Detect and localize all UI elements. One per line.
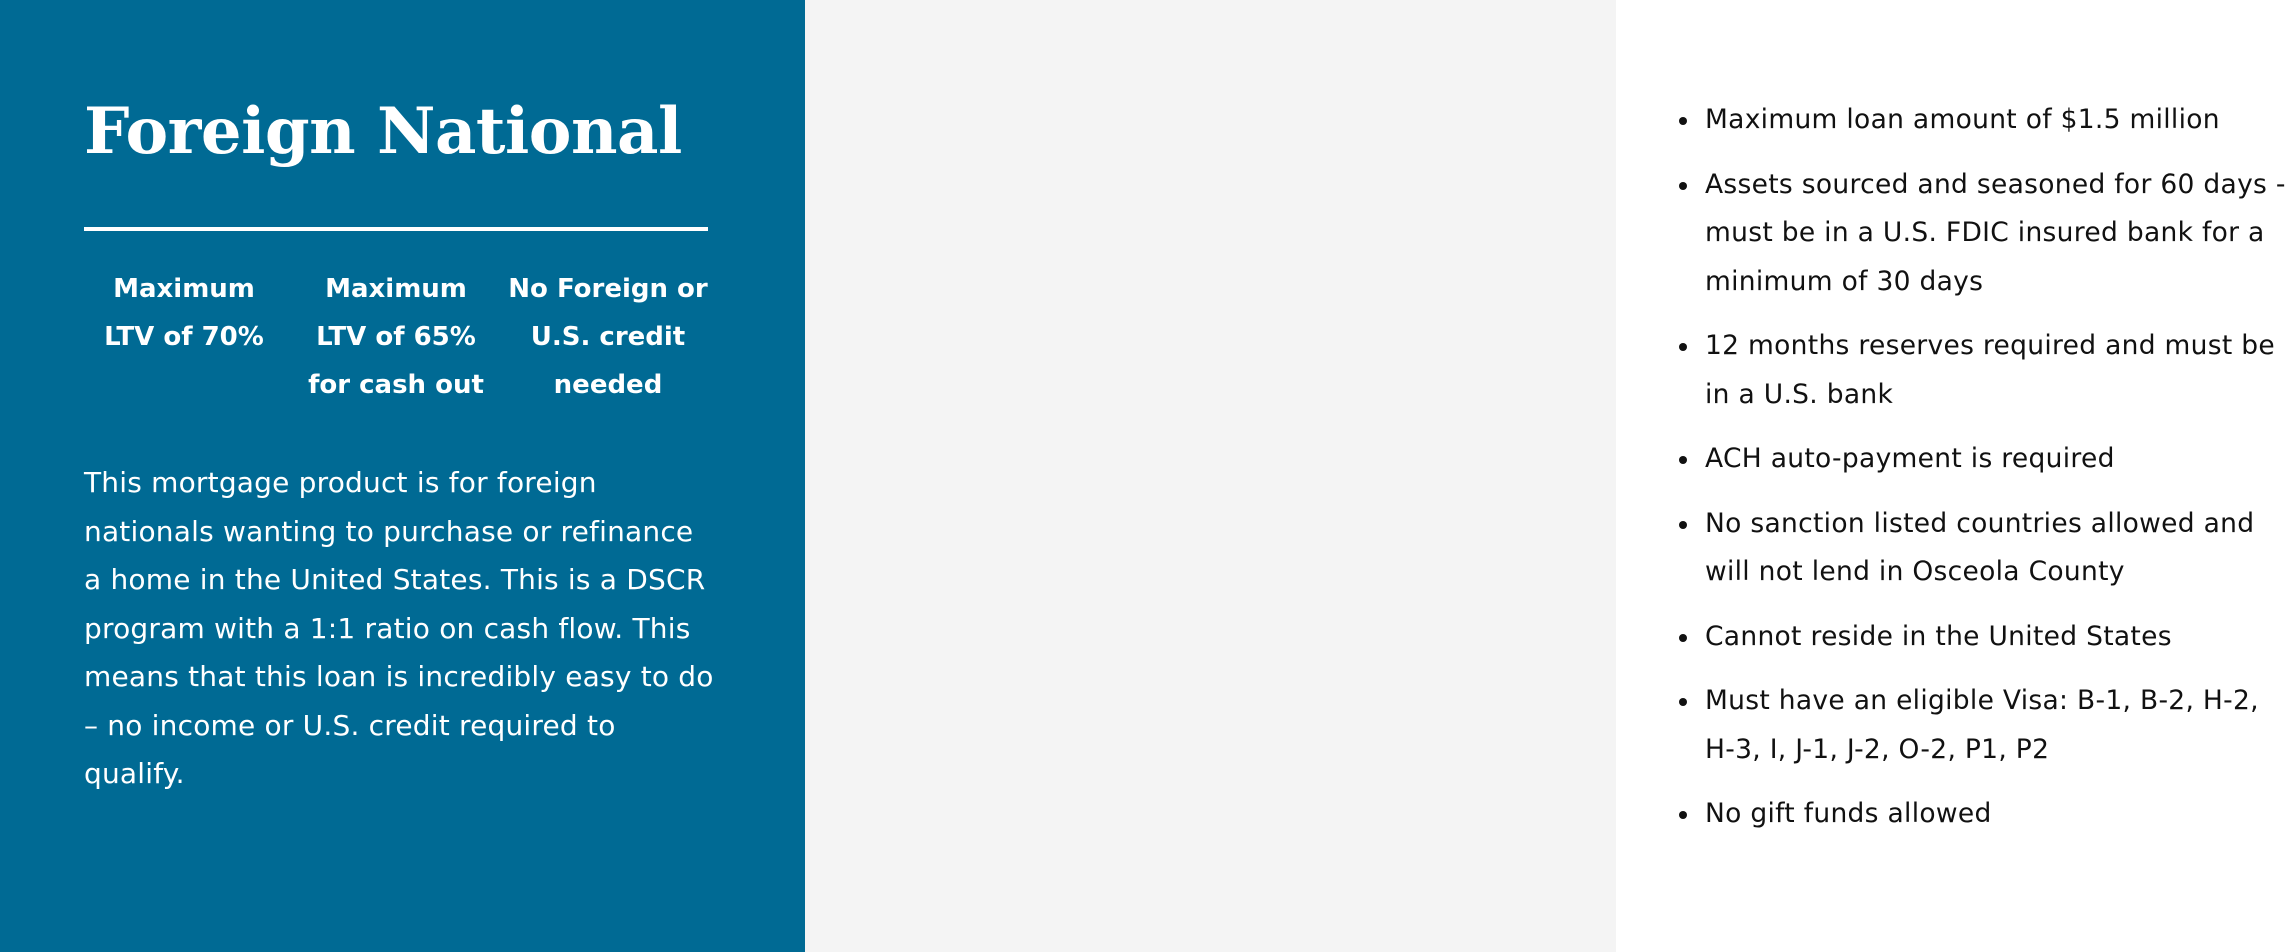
- requirement-text: ACH auto-payment is required: [1705, 443, 2115, 474]
- requirement-item: [1675, 161, 2295, 307]
- requirement-text: No sanction listed countries allowed and will not lend in Osceola County: [1705, 507, 2255, 587]
- requirement-text: Maximum loan amount of $1.5 million: [1705, 104, 2220, 135]
- bullet-icon: [1679, 456, 1687, 464]
- highlight-stats: [84, 265, 708, 409]
- page-title: Foreign National: [84, 94, 682, 169]
- requirement-item: [1675, 435, 2295, 484]
- title-divider: [84, 227, 708, 231]
- requirement-item: [1675, 322, 2295, 419]
- requirement-item: [1675, 613, 2295, 662]
- bullet-icon: [1679, 521, 1687, 529]
- overview-panel: [0, 0, 805, 952]
- highlight-line: U.S. credit: [530, 322, 686, 352]
- requirements-panel: [805, 0, 2286, 952]
- highlight-line: needed: [553, 370, 663, 400]
- highlight-line: Maximum: [325, 274, 467, 304]
- highlight-line: for cash out: [308, 370, 484, 400]
- bullet-icon: [1679, 811, 1687, 819]
- requirement-text: No gift funds allowed: [1705, 798, 1992, 829]
- requirement-item: [1675, 96, 2295, 145]
- highlight-max-ltv: [84, 265, 284, 409]
- bullet-icon: [1679, 117, 1687, 125]
- highlight-no-credit: [508, 265, 708, 409]
- highlight-line: Maximum: [113, 274, 255, 304]
- requirements-list: [1675, 96, 2295, 855]
- highlight-cash-out-ltv: [296, 265, 496, 409]
- bullet-icon: [1679, 182, 1687, 190]
- bullet-icon: [1679, 698, 1687, 706]
- requirement-text: Assets sourced and seasoned for 60 days - must be in a U.S. FDIC insured bank for a minimum of 30 days: [1705, 168, 2286, 297]
- highlight-line: LTV of 70%: [104, 322, 264, 352]
- highlight-line: LTV of 65%: [316, 322, 476, 352]
- program-description: This mortgage product is for foreign nationals wanting to purchase or refinance a home in the United States. This is a DSCR program with a 1:1 ratio on cash flow. This means that this loan is incredibly easy to do – no income or U.S. credit required to qualify.: [84, 466, 714, 790]
- requirement-item: [1675, 500, 2295, 597]
- bullet-icon: [1679, 343, 1687, 351]
- bullet-icon: [1679, 634, 1687, 642]
- requirement-text: Must have an eligible Visa: B-1, B-2, H-2, H-3, I, J-1, J-2, O-2, P1, P2: [1705, 685, 2259, 765]
- highlight-line: No Foreign or: [508, 274, 708, 304]
- requirement-item: [1675, 677, 2295, 774]
- requirement-text: Cannot reside in the United States: [1705, 620, 2172, 652]
- requirement-item: [1675, 790, 2295, 839]
- requirement-text: 12 months reserves required and must be in a U.S. bank: [1705, 330, 2276, 410]
